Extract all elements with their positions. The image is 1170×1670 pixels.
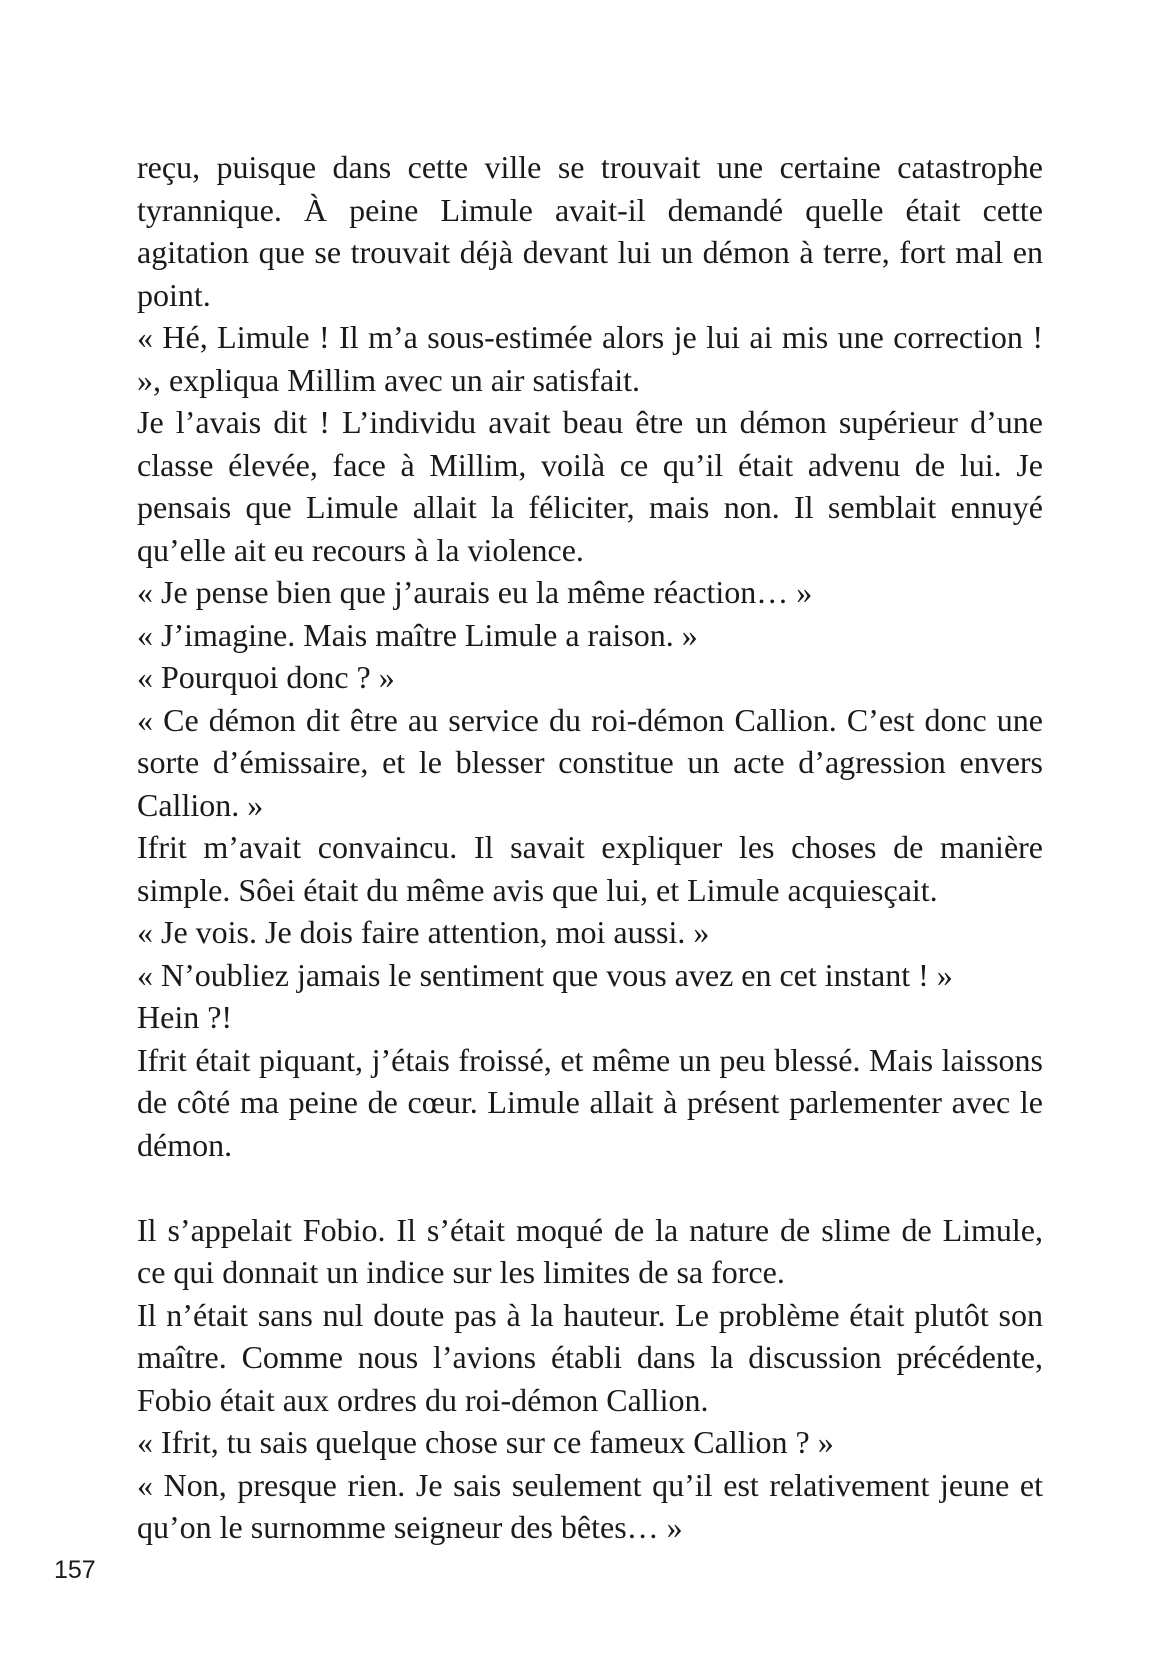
paragraph: Il n’était sans nul doute pas à la hauteur. Le problème était plutôt son maître. Comme nous l’avions établi dans la discussion précédente, Fobio était aux ordres du roi-démon Callion. <box>137 1296 1043 1418</box>
paragraph: « N’oubliez jamais le sentiment que vous avez en cet instant ! » <box>137 956 953 993</box>
paragraph: « Ifrit, tu sais quelque chose sur ce fameux Callion ? » <box>137 1424 834 1460</box>
paragraph: « Je pense bien que j’aurais eu la même réaction… » <box>137 574 813 610</box>
body-text <box>137 146 1043 1549</box>
paragraph: Ifrit m’avait convaincu. Il savait expliquer les choses de manière simple. Sôei était du même avis que lui, et Limule acquiesçait. <box>137 829 1043 908</box>
paragraph: « Pourquoi donc ? » <box>137 659 395 695</box>
paragraph: « Je vois. Je dois faire attention, moi aussi. » <box>137 914 710 950</box>
paragraph: Hein ?! <box>137 999 233 1035</box>
page-number: 157 <box>54 1556 96 1584</box>
paragraph: reçu, puisque dans cette ville se trouvait une certaine catastrophe tyrannique. À peine Limule avait-il demandé quelle était cette agitation que se trouvait déjà devant lui un démon à terre, fort mal en point. <box>137 149 1043 313</box>
paragraph: Ifrit était piquant, j’étais froissé, et même un peu blessé. Mais laissons de côté ma peine de cœur. Limule allait à présent parlementer avec le démon. <box>137 1041 1043 1163</box>
paragraph: « J’imagine. Mais maître Limule a raison. » <box>137 616 698 653</box>
paragraph: Je l’avais dit ! L’individu avait beau être un démon supérieur d’une classe élevée, face à Millim, voilà ce qu’il était advenu de lui. Je pensais que Limule allait la féliciter, mais non. Il semblait ennuyé qu’elle ait eu recours à la violence. <box>137 404 1043 568</box>
paragraph: Il s’appelait Fobio. Il s’était moqué de la nature de slime de Limule, ce qui donnait un indice sur les limites de sa force. <box>137 1211 1043 1290</box>
paragraph: « Hé, Limule ! Il m’a sous-estimée alors je lui ai mis une correction ! », expliqua Millim avec un air satisfait. <box>137 319 1043 398</box>
paragraph: « Non, presque rien. Je sais seulement qu’il est relativement jeune et qu’on le surnomme seigneur des bêtes… » <box>137 1466 1043 1545</box>
paragraph: « Ce démon dit être au service du roi-démon Callion. C’est donc une sorte d’émissaire, et le blesser constitue un acte d’agression envers Callion. » <box>137 701 1043 823</box>
